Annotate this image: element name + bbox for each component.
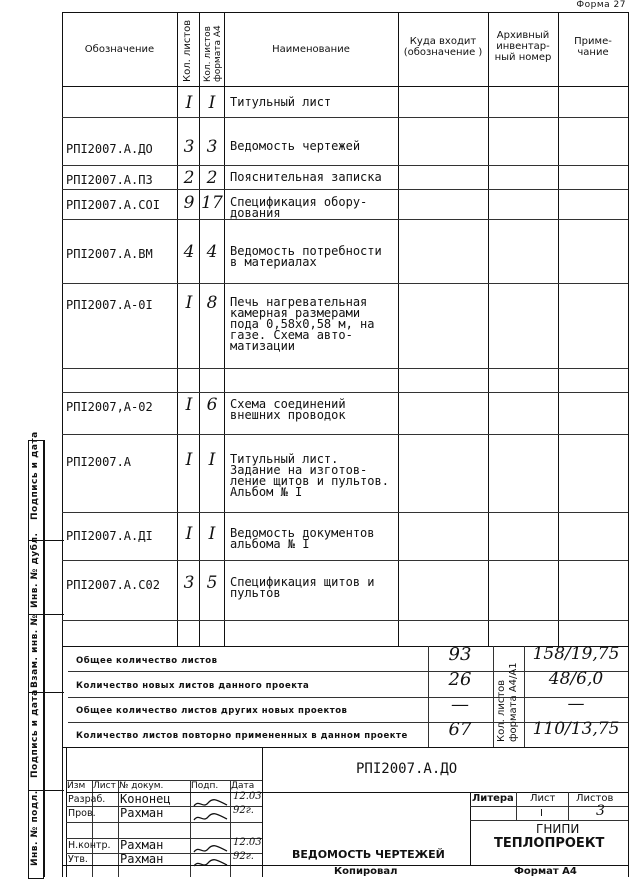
row-sheets: 3	[183, 137, 195, 157]
org-line2: ТЕПЛОПРОЕКТ	[494, 836, 605, 851]
title-date: 12.03	[233, 791, 262, 802]
row-code: РПI2007.А.ПЗ	[66, 173, 153, 187]
row-code: РПI2007.А.С02	[66, 578, 160, 592]
title-date: 92г.	[233, 851, 254, 862]
title-person: Рахман	[120, 838, 164, 852]
total-format: 110/13,75	[532, 719, 620, 739]
row-sheets: I	[185, 395, 193, 415]
row-name: Ведомость потребности в материалах	[230, 244, 382, 269]
header-format-count: Кол. листов формата А4	[203, 25, 223, 82]
total-format: —	[567, 694, 585, 714]
row-code: РПI2007,А-02	[66, 400, 153, 414]
row-name: Печь нагревательная камерная размерами пода 0,58х0,58 м, на газе. Схема авто-матизации	[230, 295, 375, 353]
row-code: РПI2007.А	[66, 455, 132, 469]
row-code: РПI2007.А.СОI	[66, 198, 160, 212]
row-format: I	[208, 93, 216, 113]
row-name: Спецификация щитов и пультов	[230, 575, 375, 600]
total-label: Общее количество листов других новых проектов	[76, 706, 348, 716]
header-name: Наименование	[272, 44, 350, 55]
row-name: Титульный лист. Задание на изготов-ление щитов и пультов. Альбом № I	[230, 452, 389, 499]
totals-side-label: Кол. листов формата А4/А1	[496, 662, 519, 742]
title-person: Рахман	[120, 806, 164, 820]
row-code: РПI2007.А.ВМ	[66, 247, 153, 261]
side-stamp-sign-date-1: Подпись и дата	[30, 431, 40, 520]
row-sheets: 9	[183, 193, 195, 213]
total-format: 158/19,75	[532, 644, 620, 664]
title-col-header: Подп.	[191, 781, 219, 791]
row-name: Ведомость документов альбома № I	[230, 526, 375, 551]
row-format: 4	[206, 242, 218, 262]
row-name: Схема соединений внешних проводок	[230, 397, 346, 422]
row-format: 2	[206, 168, 218, 188]
side-stamp-inv-replace: Взам. инв. №	[30, 614, 40, 688]
title-date: 92г.	[233, 805, 254, 816]
total-sheets: 26	[448, 669, 472, 690]
row-format: 3	[206, 137, 218, 157]
title-doc-code: РПI2007.А.ДО	[356, 761, 458, 777]
row-name: Спецификация обору-дования	[230, 195, 368, 220]
title-role: Пров.	[68, 808, 96, 819]
row-format: I	[208, 524, 216, 544]
sheets-label: Листов	[576, 793, 614, 804]
title-col-header: Лист	[93, 781, 116, 791]
row-name: Ведомость чертежей	[230, 139, 361, 153]
row-sheets: I	[185, 450, 193, 470]
row-sheets: 2	[183, 168, 195, 188]
title-role: Утв.	[68, 854, 88, 865]
title-role: Н.контр.	[68, 840, 111, 851]
row-format: I	[208, 450, 216, 470]
total-sheets: 93	[448, 644, 472, 665]
row-name: Пояснительная записка	[230, 170, 382, 184]
title-person: Рахман	[120, 852, 164, 866]
litera-label: Литера	[472, 793, 514, 804]
row-format: 5	[206, 573, 218, 593]
total-label: Количество новых листов данного проекта	[76, 681, 310, 691]
row-sheets: I	[185, 93, 193, 113]
footer-copied: Копировал	[334, 866, 398, 877]
title-col-header: № докум.	[119, 781, 164, 791]
total-format: 48/6,0	[548, 669, 604, 689]
total-sheets: —	[451, 694, 469, 715]
row-sheets: I	[185, 524, 193, 544]
title-person: Кононец	[120, 792, 171, 806]
footer-format: Формат А4	[514, 866, 577, 877]
title-date: 12.03	[233, 837, 262, 848]
side-stamp-sign-date-2: Подпись и дата	[30, 689, 40, 778]
header-archive-no: Архивный инвентар-ный номер	[494, 30, 552, 63]
org-line1: ГНИПИ	[536, 822, 580, 836]
side-stamp-inv-orig: Инв. № подл.	[30, 790, 40, 866]
row-format: 17	[201, 193, 223, 213]
row-code: РПI2007.А.ДI	[66, 529, 153, 543]
header-sheet-count: Кол. листов	[182, 19, 193, 82]
title-col-header: Изм	[67, 781, 86, 791]
row-format: 8	[206, 293, 218, 313]
header-designation: Обозначение	[84, 44, 155, 55]
total-sheets: 67	[448, 719, 472, 740]
header-where-used: Куда входит (обозначение )	[403, 36, 483, 58]
row-sheets: 4	[183, 242, 195, 262]
row-code: РПI2007.А-0I	[66, 298, 153, 312]
sheet-value: I	[540, 808, 543, 819]
row-sheets: I	[185, 293, 193, 313]
sheet-label: Лист	[530, 793, 556, 804]
title-col-header: Дата	[231, 781, 255, 791]
row-format: 6	[206, 395, 218, 415]
title-role: Разраб.	[68, 794, 106, 805]
signature-mark	[193, 809, 229, 828]
title-doc-title: ВЕДОМОСТЬ ЧЕРТЕЖЕЙ	[292, 848, 445, 861]
sheets-value: 3	[596, 803, 605, 819]
row-code: РПI2007.А.ДО	[66, 142, 153, 156]
header-note: Приме-чание	[574, 36, 612, 58]
signature-mark	[193, 855, 229, 874]
total-label: Общее количество листов	[76, 656, 218, 666]
row-name: Титульный лист	[230, 95, 332, 109]
form-label: Форма 27	[576, 0, 626, 10]
total-label: Количество листов повторно примененных в данном проекте	[76, 731, 408, 741]
row-sheets: 3	[183, 573, 195, 593]
side-stamp-dup-inv: Инв. № дубл.	[30, 532, 40, 608]
